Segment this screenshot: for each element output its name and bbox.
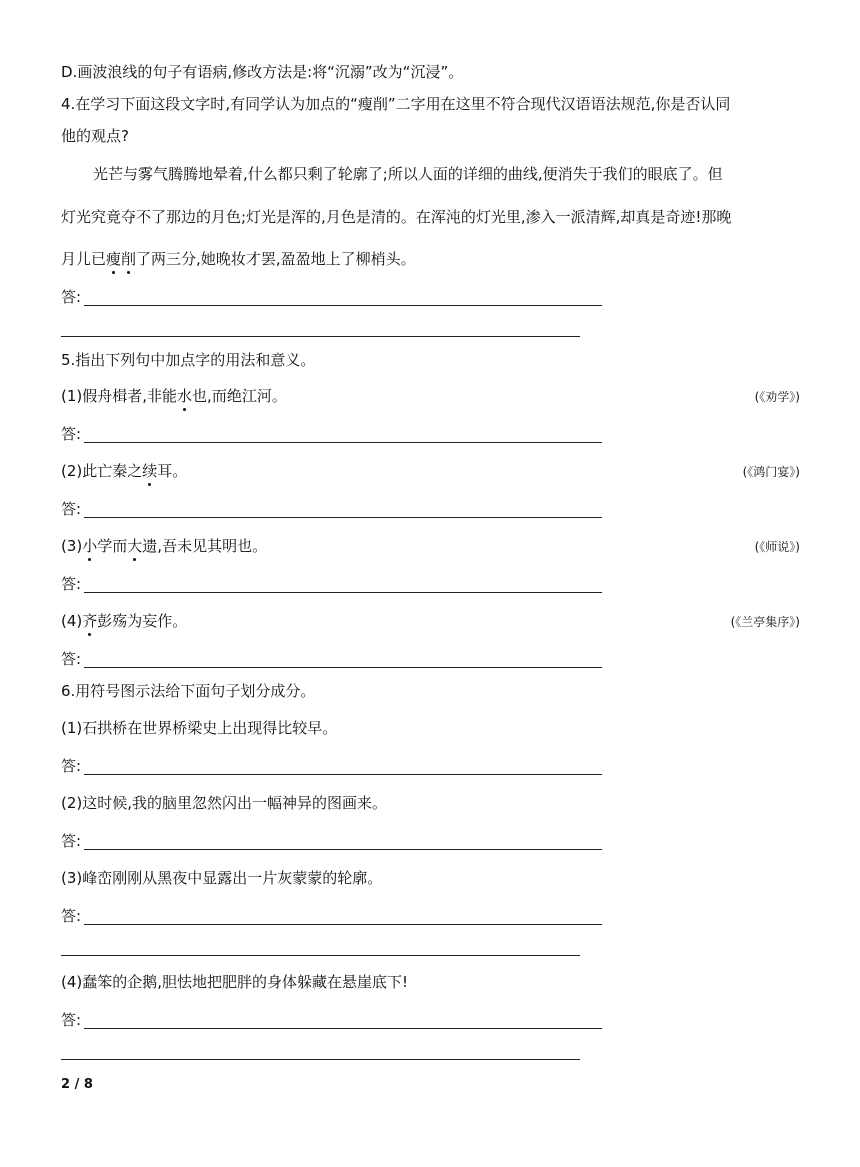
q5-item-4: (4)齐彭殇为妄作。 bbox=[61, 612, 188, 630]
q6-prompt: 6.用符号图示法给下面句子划分成分。 bbox=[61, 682, 316, 700]
emphasis-dot-char: 续 bbox=[142, 462, 158, 480]
answer-line[interactable] bbox=[84, 849, 602, 850]
answer-line[interactable] bbox=[61, 336, 580, 337]
answer-line[interactable] bbox=[84, 592, 602, 593]
answer-label: 答: bbox=[61, 288, 82, 306]
emphasis-dot-char: 齐 bbox=[82, 612, 98, 630]
q5-item-3: (3)小学而大遗,吾未见其明也。 bbox=[61, 537, 268, 555]
q5-item-2: (2)此亡秦之续耳。 bbox=[61, 462, 188, 480]
item-d: D.画波浪线的句子有语病,修改方法是:将“沉溺”改为“沉浸”。 bbox=[61, 63, 464, 81]
answer-label: 答: bbox=[61, 1011, 82, 1029]
q5-source-1: (《劝学》) bbox=[754, 390, 800, 404]
answer-line[interactable] bbox=[84, 924, 602, 925]
answer-line[interactable] bbox=[84, 774, 602, 775]
answer-line[interactable] bbox=[84, 667, 602, 668]
page-number: 2 / 8 bbox=[61, 1077, 93, 1092]
q4-passage-line2: 灯光究竟夺不了那边的月色;灯光是浑的,月色是清的。在浑沌的灯光里,渗入一派清辉,却真是奇迹!那晚 bbox=[61, 208, 732, 226]
answer-label: 答: bbox=[61, 832, 82, 850]
answer-label: 答: bbox=[61, 907, 82, 925]
answer-label: 答: bbox=[61, 650, 82, 668]
answer-line[interactable] bbox=[61, 955, 580, 956]
q4-passage-line3: 月儿已瘦削了两三分,她晚妆才罢,盈盈地上了柳梢头。 bbox=[61, 250, 416, 268]
emphasis-dot-char: 小 bbox=[82, 537, 98, 555]
answer-line[interactable] bbox=[84, 305, 602, 306]
q6-item-1: (1)石拱桥在世界桥梁史上出现得比较早。 bbox=[61, 719, 338, 737]
emphasis-dot-char: 瘦 bbox=[106, 250, 122, 268]
answer-label: 答: bbox=[61, 575, 82, 593]
answer-label: 答: bbox=[61, 500, 82, 518]
answer-label: 答: bbox=[61, 425, 82, 443]
emphasis-dot-char: 大 bbox=[127, 537, 143, 555]
answer-label: 答: bbox=[61, 757, 82, 775]
answer-line[interactable] bbox=[84, 442, 602, 443]
q6-item-2: (2)这时候,我的脑里忽然闪出一幅神异的图画来。 bbox=[61, 794, 388, 812]
emphasis-dot-char: 削 bbox=[121, 250, 137, 268]
q5-source-3: (《师说》) bbox=[754, 540, 800, 554]
q5-source-4: (《兰亭集序》) bbox=[730, 615, 800, 629]
q5-source-2: (《鸿门宴》) bbox=[742, 465, 800, 479]
q4-prompt-line2: 他的观点? bbox=[61, 127, 129, 145]
q4-passage-line1: 光芒与雾气腾腾地晕着,什么都只剩了轮廓了;所以人面的详细的曲线,便消失于我们的眼底了。但 bbox=[93, 165, 723, 183]
answer-line[interactable] bbox=[61, 1059, 580, 1060]
q6-item-3: (3)峰峦刚刚从黑夜中显露出一片灰蒙蒙的轮廓。 bbox=[61, 869, 383, 887]
answer-line[interactable] bbox=[84, 1028, 602, 1029]
q4-prompt-line1: 4.在学习下面这段文字时,有同学认为加点的“瘦削”二字用在这里不符合现代汉语语法规范,你是否认同 bbox=[61, 95, 731, 113]
q5-item-1: (1)假舟楫者,非能水也,而绝江河。 bbox=[61, 387, 287, 405]
emphasis-dot-char: 水 bbox=[177, 387, 193, 405]
q6-item-4: (4)蠢笨的企鹅,胆怯地把肥胖的身体躲藏在悬崖底下! bbox=[61, 973, 409, 991]
q5-prompt: 5.指出下列句中加点字的用法和意义。 bbox=[61, 351, 316, 369]
answer-line[interactable] bbox=[84, 517, 602, 518]
